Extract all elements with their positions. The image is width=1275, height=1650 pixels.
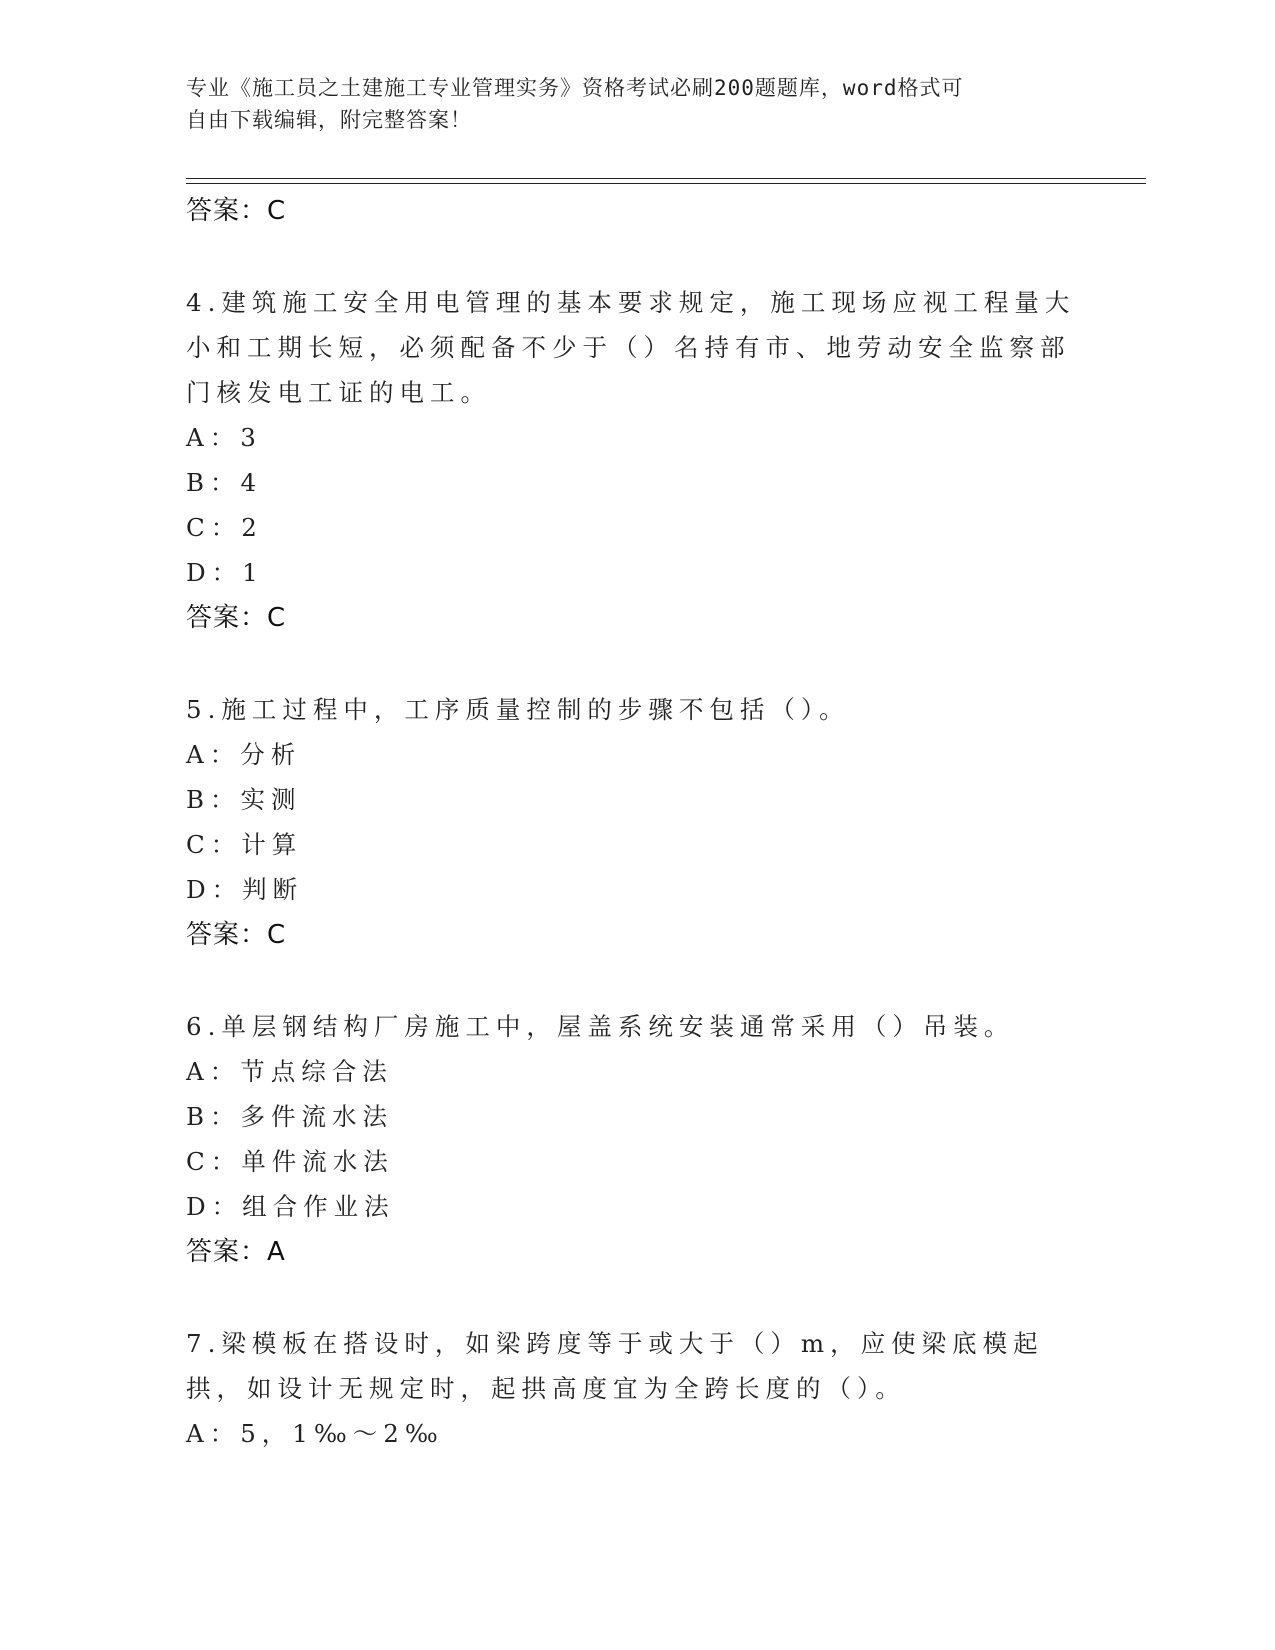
option-label: D： [186,558,243,587]
option-a [186,732,1086,777]
option-label: A： [186,740,241,769]
option-b [186,460,1086,505]
question-7 [186,1321,1086,1456]
question-list [186,188,1086,1456]
header-divider [186,178,1146,184]
option-text: 判断 [242,875,304,904]
spacer [186,641,1086,687]
option-c [186,1139,1086,1184]
option-c [186,822,1086,867]
option-text: 组合作业法 [242,1192,395,1221]
question-stem: 4.建筑施工安全用电管理的基本要求规定，施工现场应视工程量大小和工期长短，必须配备不少于（）名持有市、地劳动安全监察部门核发电工证的电工。 [186,288,1076,407]
spacer [186,1275,1086,1321]
option-text: 多件流水法 [240,1102,394,1131]
option-b [186,1094,1086,1139]
question-5 [186,687,1086,958]
header-line-2: 自由下载编辑，附完整答案！ [186,108,472,132]
option-label: C： [186,1147,242,1176]
option-a [186,1049,1086,1094]
previous-answer: 答案：C [186,196,287,226]
option-label: D： [186,875,243,904]
question-stem: 5.施工过程中，工序质量控制的步骤不包括（）。 [186,695,850,724]
option-text: 1 [242,558,264,587]
option-text: 单件流水法 [241,1147,394,1176]
option-text: 5，1‰～2‰ [240,1419,444,1448]
header-line-1: 专业《施工员之土建施工专业管理实务》资格考试必刷200题题库，word格式可 [186,76,964,100]
option-d [186,867,1086,912]
option-d [186,1184,1086,1229]
option-text: 实测 [240,785,302,814]
spacer [186,234,1086,280]
question-4 [186,280,1086,641]
document-header [186,72,1066,136]
question-6 [186,1004,1086,1275]
option-b [186,777,1086,822]
option-text: 节点综合法 [240,1057,393,1086]
option-a [186,1411,1086,1456]
option-text: 计算 [241,830,303,859]
option-label: C： [186,830,242,859]
option-text: 分析 [240,740,302,769]
question-stem: 7.梁模板在搭设时，如梁跨度等于或大于（）m，应使梁底模起拱，如设计无规定时，起拱高度宜为全跨长度的（）。 [186,1329,1044,1403]
answer-line: 答案：A [186,1237,286,1267]
answer-line: 答案：C [186,920,287,950]
option-text: 4 [240,468,263,497]
option-label: A： [186,1419,241,1448]
option-label: B： [186,1102,241,1131]
option-label: B： [186,785,241,814]
option-text: 3 [240,423,262,452]
spacer [186,958,1086,1004]
answer-line: 答案：C [186,603,287,633]
option-label: B： [186,468,241,497]
option-label: A： [186,1057,241,1086]
option-text: 2 [241,513,263,542]
option-label: D： [186,1192,243,1221]
option-label: C： [186,513,242,542]
option-a [186,415,1086,460]
option-d [186,550,1086,595]
question-stem: 6.单层钢结构厂房施工中，屋盖系统安装通常采用（）吊装。 [186,1012,1015,1041]
option-c [186,505,1086,550]
option-label: A： [186,423,241,452]
